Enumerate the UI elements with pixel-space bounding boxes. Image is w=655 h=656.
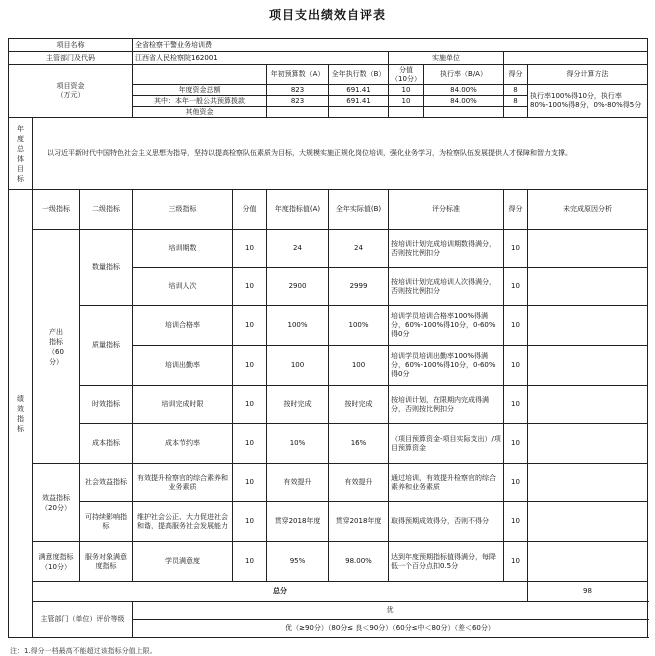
funds-row-value: 10 <box>389 85 424 96</box>
indicator-actual: 贯穿2018年度 <box>329 502 389 542</box>
indicator-reason <box>528 464 648 502</box>
indicators-header-level1: 一级指标 <box>33 190 80 230</box>
total-label: 总分 <box>33 582 528 602</box>
funds-row-actual <box>329 107 389 118</box>
indicators-header-level3: 三级指标 <box>133 190 233 230</box>
funds-row-actual: 691.41 <box>329 96 389 107</box>
indicator-reason <box>528 268 648 306</box>
funds-header-blank <box>133 65 267 85</box>
indicator-value: 10 <box>233 268 267 306</box>
indicator-target: 100% <box>267 306 329 346</box>
indicator-standard: 通过培训，有效提升检察官的综合素养和业务素质 <box>389 464 504 502</box>
group-cost: 成本指标 <box>80 424 133 464</box>
indicators-header-value: 分值 <box>233 190 267 230</box>
indicator-target: 贯穿2018年度 <box>267 502 329 542</box>
output-indicator-label: 产出指标（60分） <box>33 230 80 464</box>
group-time: 时效指标 <box>80 386 133 424</box>
indicator-standard: 培训学员培训出勤率100%得满分，60%-100%得10分，0-60%得0分 <box>389 346 504 386</box>
indicator-target: 95% <box>267 542 329 582</box>
funds-header-budget: 年初预算数（A） <box>267 65 329 85</box>
evaluation-table <box>8 38 648 638</box>
total-score: 98 <box>528 582 648 602</box>
project-name-value: 全省检察干警业务培训费 <box>133 39 648 52</box>
impl-unit-value <box>504 52 648 65</box>
funds-row-score <box>504 107 528 118</box>
footnote: 注：1.得分一档最高不能超过该指标分值上限。 <box>10 647 157 655</box>
indicator-target: 有效提升 <box>267 464 329 502</box>
indicator-standard: 按培训计划完成培训人次得满分，否则按比例扣分 <box>389 268 504 306</box>
indicator-score: 10 <box>504 268 528 306</box>
dept-value: 江西省人民检察院162001 <box>133 52 389 65</box>
indicators-header-level2: 二级指标 <box>80 190 133 230</box>
indicator-standard: 按培训计划，在限期内完成得满分，否则按比例扣分 <box>389 386 504 424</box>
indicator-value: 10 <box>233 502 267 542</box>
indicators-section-label: 绩效指标 <box>9 190 33 638</box>
indicator-actual: 2999 <box>329 268 389 306</box>
indicator-standard: 按培训计划完成培训期数得满分，否则按比例扣分 <box>389 230 504 268</box>
funds-row-budget: 823 <box>267 96 329 107</box>
indicator-score: 10 <box>504 230 528 268</box>
funds-row-budget: 823 <box>267 85 329 96</box>
indicator-target: 2900 <box>267 268 329 306</box>
indicators-header-target: 年度指标值(A) <box>267 190 329 230</box>
indicator-name: 学员满意度 <box>133 542 233 582</box>
indicator-value: 10 <box>233 424 267 464</box>
indicator-value: 10 <box>233 306 267 346</box>
indicator-standard: 取得预期成效得分，否则不得分 <box>389 502 504 542</box>
indicators-header-standard: 评分标准 <box>389 190 504 230</box>
indicator-standard: 达到年度预期指标值得满分，每降低一个百分点扣0.5分 <box>389 542 504 582</box>
indicator-reason <box>528 306 648 346</box>
indicator-actual: 100 <box>329 346 389 386</box>
indicator-target: 100 <box>267 346 329 386</box>
funds-header-rate: 执行率（B/A） <box>424 65 504 85</box>
funds-row-rate: 84.00% <box>424 85 504 96</box>
indicators-header-reason: 未完成原因分析 <box>528 190 648 230</box>
project-name-label: 项目名称 <box>9 39 133 52</box>
indicator-score: 10 <box>504 346 528 386</box>
indicator-name: 培训完成时限 <box>133 386 233 424</box>
indicators-header-actual: 全年实际值(B) <box>329 190 389 230</box>
funds-header-score: 得分 <box>504 65 528 85</box>
indicator-name: 成本节约率 <box>133 424 233 464</box>
indicator-value: 10 <box>233 386 267 424</box>
indicator-name: 培训人次 <box>133 268 233 306</box>
funds-header-value: 分值 （10分） <box>389 65 424 85</box>
dept-label: 主管部门及代码 <box>9 52 133 65</box>
funds-row-score: 8 <box>504 85 528 96</box>
funds-row-label: 其他资金 <box>133 107 267 118</box>
funds-row-rate <box>424 107 504 118</box>
indicator-score: 10 <box>504 502 528 542</box>
indicator-value: 10 <box>233 542 267 582</box>
page-title: 项目支出绩效自评表 <box>268 8 386 22</box>
indicator-reason <box>528 424 648 464</box>
indicator-target: 按时完成 <box>267 386 329 424</box>
indicator-reason <box>528 542 648 582</box>
goal-label: 年度总体目标 <box>9 118 33 190</box>
indicator-actual: 24 <box>329 230 389 268</box>
indicator-score: 10 <box>504 464 528 502</box>
funds-header-method: 得分计算方法 <box>528 65 648 85</box>
benefit-indicator-label: 效益指标（20分） <box>33 464 80 542</box>
group-sustain: 可持续影响指标 <box>80 502 133 542</box>
impl-unit-label: 实施单位 <box>389 52 504 65</box>
funds-header-actual: 全年执行数（B） <box>329 65 389 85</box>
goal-text: 以习近平新时代中国特色社会主义思想为指导，坚持以提高检察队伍素质为目标，大规模实施正规化岗位培训，强化业务学习，为检察队伍发展提供人才保障和智力支撑。 <box>33 118 648 190</box>
indicator-reason <box>528 230 648 268</box>
satisfaction-indicator-label: 满意度指标（10分） <box>33 542 80 582</box>
indicator-name: 维护社会公正、大力促进社会和谐，提高服务社会发展能力 <box>133 502 233 542</box>
indicator-score: 10 <box>504 306 528 346</box>
indicators-header-score: 得分 <box>504 190 528 230</box>
indicator-name: 培训期数 <box>133 230 233 268</box>
indicator-name: 培训合格率 <box>133 306 233 346</box>
indicator-standard: 培训学员培训合格率100%得满分，60%-100%得10分，0-60%得0分 <box>389 306 504 346</box>
indicator-score: 10 <box>504 424 528 464</box>
group-service: 服务对象满意度指标 <box>80 542 133 582</box>
indicator-score: 10 <box>504 386 528 424</box>
indicator-actual: 98.00% <box>329 542 389 582</box>
indicator-actual: 16% <box>329 424 389 464</box>
indicator-value: 10 <box>233 346 267 386</box>
funds-row-actual: 691.41 <box>329 85 389 96</box>
indicator-actual: 100% <box>329 306 389 346</box>
indicator-target: 24 <box>267 230 329 268</box>
indicator-value: 10 <box>233 230 267 268</box>
indicator-standard: （项目预算资金-项目实际支出）/项目预算资金 <box>389 424 504 464</box>
funds-row-label: 年度资金总额 <box>133 85 267 96</box>
indicator-actual: 有效提升 <box>329 464 389 502</box>
group-social: 社会效益指标 <box>80 464 133 502</box>
indicator-name: 培训出勤率 <box>133 346 233 386</box>
funds-row-budget <box>267 107 329 118</box>
indicator-reason <box>528 346 648 386</box>
indicator-score: 10 <box>504 542 528 582</box>
funds-row-label: 其中：本年一般公共预算拨款 <box>133 96 267 107</box>
indicator-actual: 按时完成 <box>329 386 389 424</box>
indicator-reason <box>528 502 648 542</box>
funds-label: 项目资金 （万元） <box>9 65 133 118</box>
indicator-target: 10% <box>267 424 329 464</box>
funds-method: 执行率100%得10分，执行率80%-100%得8分，0%-80%得5分 <box>528 85 648 118</box>
indicator-name: 有效提升检察官的综合素养和业务素质 <box>133 464 233 502</box>
indicator-reason <box>528 386 648 424</box>
group-quantity: 数量指标 <box>80 230 133 306</box>
group-quality: 质量指标 <box>80 306 133 386</box>
indicator-value: 10 <box>233 464 267 502</box>
funds-row-value <box>389 107 424 118</box>
funds-row-rate: 84.00% <box>424 96 504 107</box>
funds-row-score: 8 <box>504 96 528 107</box>
evaluation-label: 主管部门（单位）评价等级 <box>33 602 133 638</box>
evaluation-scale: 优（≥90分）（80分≤ 良＜90分）（60分≤中＜80分）（差＜60分） <box>133 620 648 638</box>
evaluation-grade: 优 <box>133 602 648 620</box>
funds-row-value: 10 <box>389 96 424 107</box>
